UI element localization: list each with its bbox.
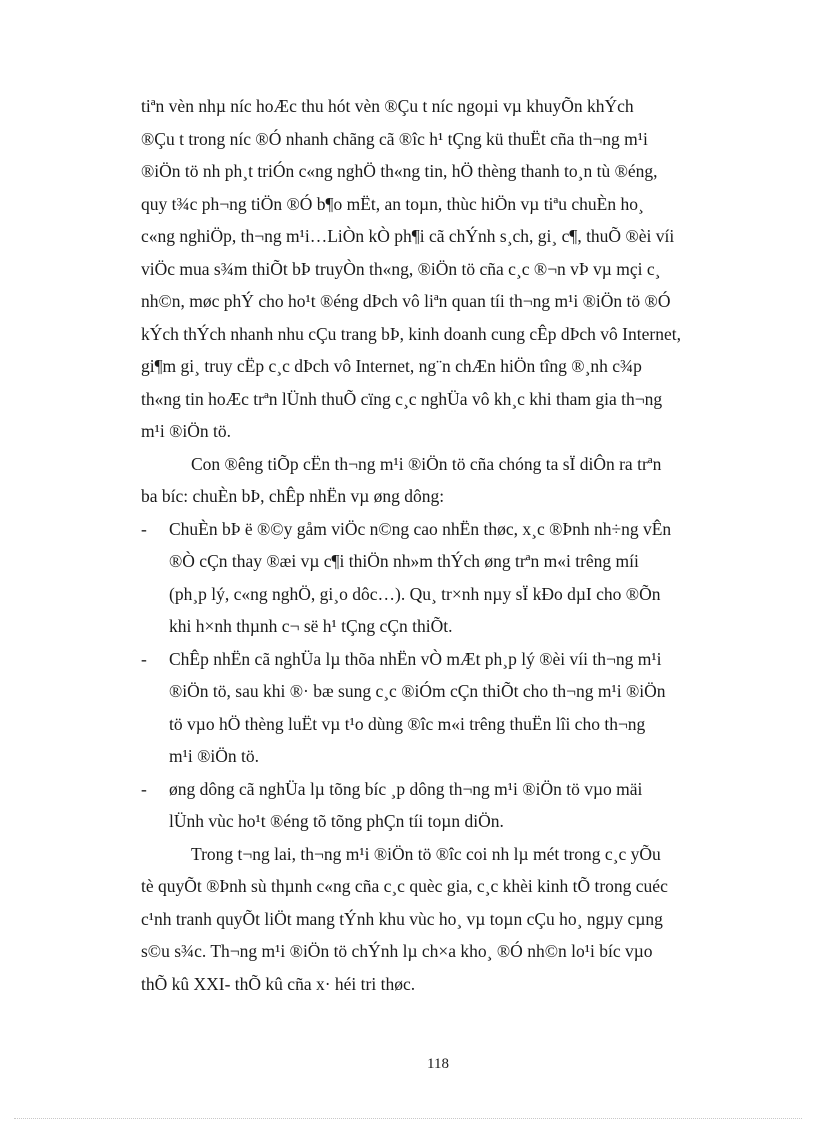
bullet-item	[141, 773, 767, 806]
bullet-text: øng dông cã nghÜa lµ tõng bíc ¸p dông th¬ng m¹i ®iÖn tö vµo mäi	[169, 778, 643, 799]
bullet-dash: -	[141, 518, 147, 539]
text-line: nh©n, møc phÝ cho ho¹t ®éng dÞch vô liªn quan tíi th¬ng m¹i ®iÖn tö ®Ó	[141, 291, 671, 311]
bullet-continuation: ®Ò cÇn thay ®æi vµ c¶i thiÖn nh»m thÝch øng trªn m«i trêng míi	[169, 551, 639, 571]
text-line: ba bíc: chuÈn bÞ, chÊp nhËn vµ øng dông:	[141, 486, 445, 506]
text-line: gi¶m gi¸ truy cËp c¸c dÞch vô Internet, ng¨n chÆn hiÖn tîng ®¸nh c¾p	[141, 356, 642, 376]
bullet-continuation: ®iÖn tö, sau khi ®· bæ sung c¸c ®iÓm cÇn thiÕt cho th¬ng m¹i ®iÖn	[169, 681, 666, 701]
bullet-text: ChÊp nhËn cã nghÜa lµ thõa nhËn vÒ mÆt ph¸p lý ®èi víi th¬ng m¹i	[169, 648, 662, 669]
paragraph-first-line: Con ®êng tiÕp cËn th¬ng m¹i ®iÖn tö cña chóng ta sÏ diÔn ra trªn	[191, 453, 662, 474]
bullet-continuation: lÜnh vùc ho¹t ®éng tõ tõng phÇn tíi toµn diÖn.	[169, 811, 504, 831]
bullet-dash: -	[141, 778, 147, 799]
text-line: c«ng nghiÖp, th¬ng m¹i…LiÒn kÒ ph¶i cã chÝnh s¸ch, gi¸ c¶, thuÕ ®èi víi	[141, 226, 675, 246]
bullet-item	[141, 513, 767, 546]
bullet-text: ChuÈn bÞ ë ®©y gåm viÖc n©ng cao nhËn thøc, x¸c ®Þnh nh÷ng vÊn	[169, 518, 672, 539]
bullet-item	[141, 643, 767, 676]
text-line: kÝch thÝch nhanh nhu cÇu trang bÞ, kinh doanh cung cÊp dÞch vô Internet,	[141, 323, 681, 344]
text-line: th«ng tin hoÆc trªn lÜnh thuÕ cïng c¸c nghÜa vô kh¸c khi tham gia th¬ng	[141, 388, 663, 409]
text-line: s©u s¾c. Th¬ng m¹i ®iÖn tö chÝnh lµ ch×a kho¸ ®Ó nh©n lo¹i bíc vµo	[141, 941, 653, 961]
text-line: m¹i ®iÖn tö.	[141, 421, 232, 441]
bullet-dash: -	[141, 648, 147, 669]
body-text	[141, 90, 767, 1000]
page-number: 118	[427, 1056, 449, 1072]
text-line: ®Çu t trong níc ®Ó nhanh chãng cã ®îc h¹ tÇng kü thuËt cña th¬ng m¹i	[141, 128, 648, 149]
text-line: ®iÖn tö nh ph¸t triÓn c«ng nghÖ th«ng tin, hÖ thèng thanh to¸n tù ®éng,	[141, 161, 658, 181]
text-line: thÕ kû XXI- thÕ kû cña x· héi tri thøc.	[141, 973, 416, 994]
text-line: c¹nh tranh quyÕt liÖt mang tÝnh khu vùc ho¸ vµ toµn cÇu ho¸ ngµy cµng	[141, 908, 663, 929]
bullet-continuation: tö vµo hÖ thèng luËt vµ t¹o dùng ®îc m«i trêng thuËn lîi cho th¬ng	[169, 713, 646, 734]
paragraph-first-line: Trong t¬ng lai, th¬ng m¹i ®iÖn tö ®îc coi nh lµ mét trong c¸c yÕu	[191, 843, 661, 864]
bullet-continuation: (ph¸p lý, c«ng nghÖ, gi¸o dôc…). Qu¸ tr×nh nµy sÏ kÐo dµI cho ®Õn	[169, 583, 661, 604]
text-line: quy t¾c ph¬ng tiÖn ®Ó b¶o mËt, an toµn, thùc hiÖn vµ tiªu chuÈn ho¸	[141, 193, 644, 214]
bullet-continuation: m¹i ®iÖn tö.	[169, 746, 260, 766]
page-bottom-divider	[14, 1118, 802, 1119]
text-line: tiªn vèn nhµ níc hoÆc thu hót vèn ®Çu t níc ngoµi vµ khuyÕn khÝch	[141, 96, 634, 116]
text-line: viÖc mua s¾m thiÕt bÞ truyÒn th«ng, ®iÖn tö cña c¸c ®¬n vÞ vµ mçi c¸	[141, 258, 661, 279]
text-line: tè quyÕt ®Þnh sù thµnh c«ng cña c¸c quèc gia, c¸c khèi kinh tÕ trong cuéc	[141, 876, 668, 896]
bullet-continuation: khi h×nh thµnh c¬ së h¹ tÇng cÇn thiÕt.	[169, 616, 453, 636]
